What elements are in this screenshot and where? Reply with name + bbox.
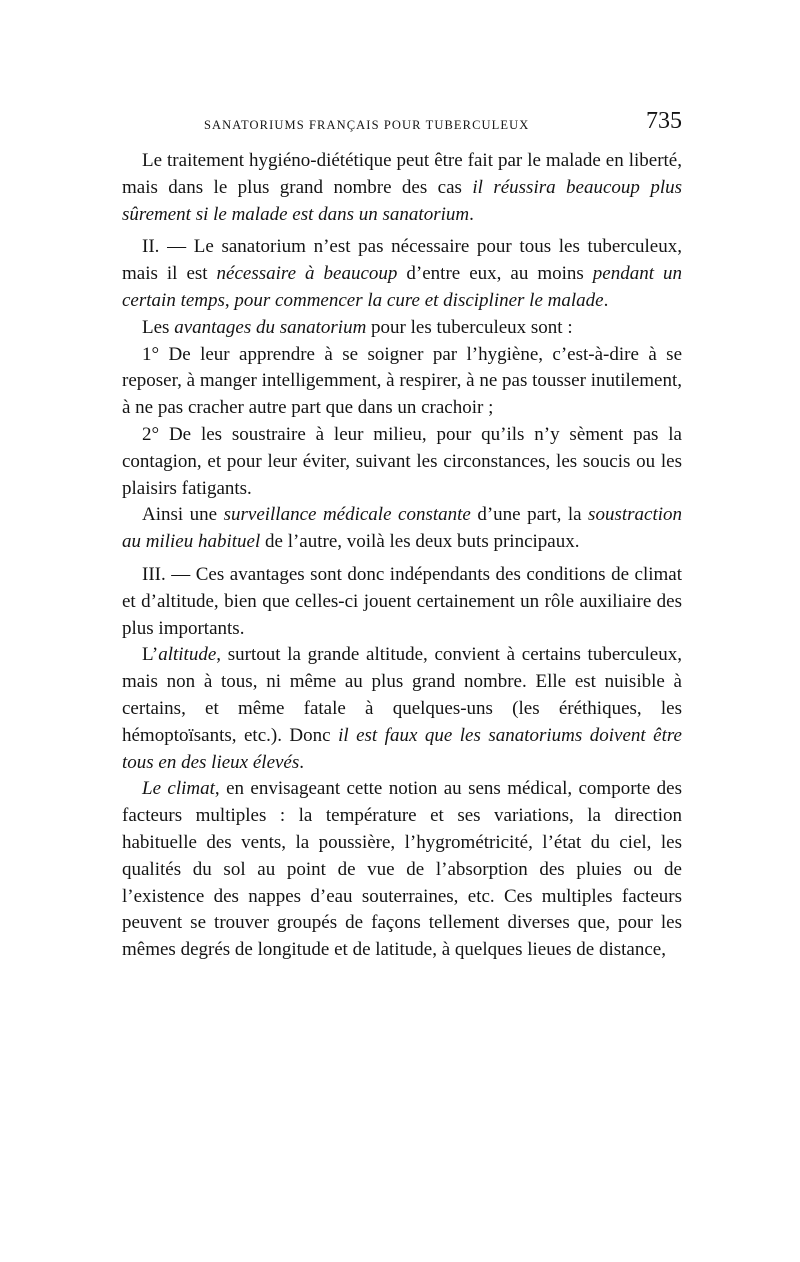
paragraph-climat: Le climat, en envisageant cette notion au sens médical, comporte des facteurs multiples : la température et ses variations, la direction habituelle des vents, la poussière, l’hygrométricité, l’état du ciel, les qualités du sol au point de vue de l’absorption des pluies ou de l’existence des nappes d’eau souterraines, etc. Ces multiples facteurs peuvent se trouver groupés de façons tellement diverses que, pour les mêmes degrés de longitude et de latitude, à quelques lieues de distance, <box>122 778 682 961</box>
paragraph-section-iii: III. — Ces avantages sont donc indépendants des conditions de climat et d’altitude, bien que celles-ci jouent certainement un rôle auxiliaire des plus importants. <box>122 563 682 639</box>
page-number: 735 <box>646 108 682 134</box>
running-head: SANATORIUMS FRANÇAIS POUR TUBERCULEUX <box>204 118 530 132</box>
page-header <box>122 108 682 148</box>
list-item-1: 1° De leur apprendre à se soigner par l’hygiène, c’est-à-dire à se reposer, à manger intelligemment, à respirer, à ne pas tousser inutilement, à ne pas cracher autre part que dans un crachoir ; <box>122 343 682 419</box>
paragraph-avantages: Les avantages du sanatorium pour les tuberculeux sont : <box>142 316 573 338</box>
body-text <box>122 148 682 964</box>
paragraph-section-ii: II. — Le sanatorium n’est pas nécessaire pour tous les tuberculeux, mais il est nécessaire à beaucoup d’entre eux, au moins pendant un certain temps, pour commencer la cure et discipliner le malade. <box>122 236 682 311</box>
paragraph-buts-principaux: Ainsi une surveillance médicale constante d’une part, la soustraction au milieu habituel de l’autre, voilà les deux buts principaux. <box>122 504 682 553</box>
paragraph-altitude: L’altitude, surtout la grande altitude, convient à certains tuberculeux, mais non à tous, ni même au plus grand nombre. Elle est nuisible à certains, et même fatale à quelques-uns (les éréthiques, les hémoptoïsants, etc.). Donc il est faux que les sanatoriums doivent être tous en des lieux élevés. <box>122 644 682 773</box>
paragraph-hygieno-dietetique: Le traitement hygiéno-diététique peut être fait par le malade en liberté, mais dans le plus grand nombre des cas il réussira beaucoup plus sûrement si le malade est dans un sanatorium. <box>122 150 683 225</box>
list-item-2: 2° De les soustraire à leur milieu, pour qu’ils n’y sèment pas la contagion, et pour leur éviter, suivant les circonstances, les soucis ou les plaisirs fatigants. <box>122 423 682 499</box>
